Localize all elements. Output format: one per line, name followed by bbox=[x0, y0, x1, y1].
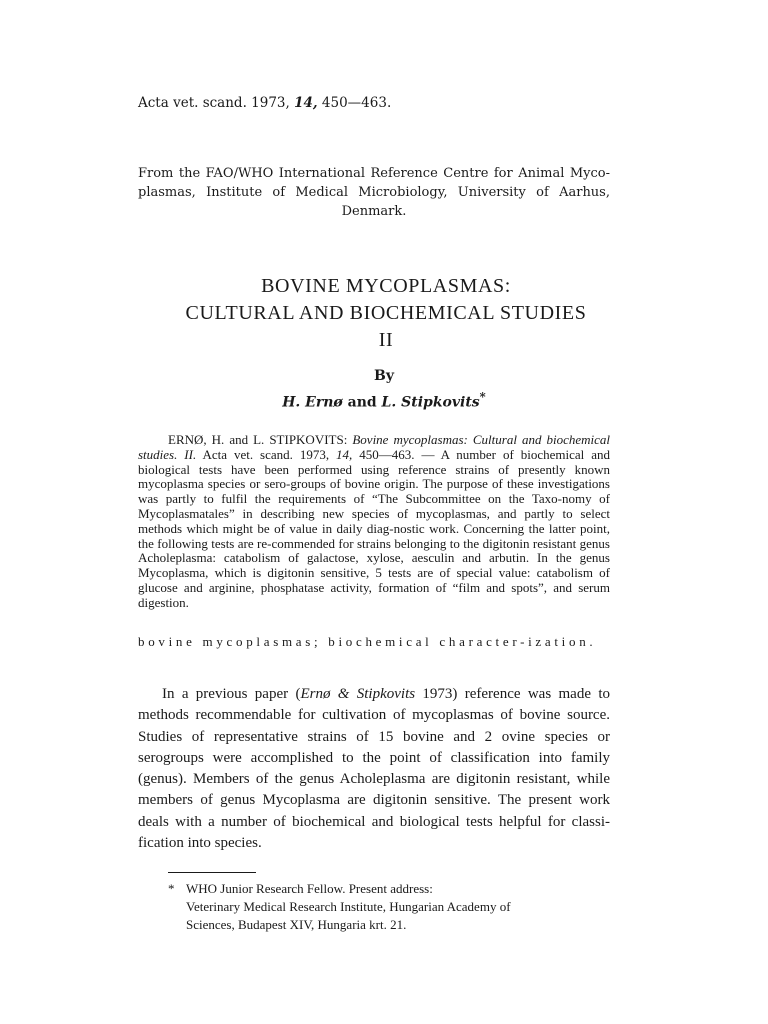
keywords: bovine mycoplasmas; biochemical character-ization. bbox=[138, 634, 597, 649]
title-line-2: CULTURAL AND BIOCHEMICAL STUDIES bbox=[185, 302, 587, 324]
authors bbox=[0, 390, 768, 411]
abstract-body: 450—463. — A number of biochemical and biological tests have been performed using reference strains of presently known mycoplasma species or sero-groups of bovine origin. The purpose of these investigations was partly to fulfil the requirements of “The Subcommittee on the Taxo-nomy of Mycoplasmatales” in describing new species of mycoplasmas, and partly to select methods which might be of value in daily diag-nostic work. Concerning the latter point, the following tests are re-commended for strains belonging to the digitonin resistant genus Acholeplasma: catabolism of galactose, xylose, aesculin and arbutin. In the genus Mycoplasma, which is digitonin sensitive, 5 tests are of special value: catabolism of glucose and arginine, phosphatase activity, formation of “film and spots”, and serum digestion. bbox=[138, 446, 610, 610]
title-line-1: BOVINE MYCOPLASMAS: bbox=[261, 275, 511, 297]
abstract-names: ERNØ, H. and L. STIPKOVITS: bbox=[168, 432, 348, 447]
citation-journal: Acta vet. scand. 1973, bbox=[138, 95, 290, 111]
author-2: L. Stipkovits bbox=[381, 394, 480, 411]
intro-start: In a previous paper ( bbox=[162, 686, 301, 702]
journal-citation bbox=[138, 95, 391, 111]
footnote-line-2: Veterinary Medical Research Institute, Hungarian Academy of bbox=[186, 899, 511, 914]
abstract-paragraph bbox=[138, 433, 610, 611]
footnote-marker: * bbox=[479, 390, 486, 404]
footnote-rule bbox=[168, 872, 256, 873]
footnote-line-1 bbox=[168, 880, 636, 898]
footnote-text-1: WHO Junior Research Fellow. Present address: bbox=[186, 881, 433, 896]
footnote-line-3: Sciences, Budapest XIV, Hungaria krt. 21. bbox=[186, 917, 407, 932]
abstract-volume: 14, bbox=[336, 446, 353, 462]
author-1: H. Ernø bbox=[282, 394, 343, 411]
abstract bbox=[138, 433, 610, 611]
affiliation: From the FAO/WHO International Reference Centre for Animal Myco-plasmas, Institute of Medical Microbiology, University of Aarhus, Denmark. bbox=[138, 166, 610, 219]
intro-paragraph bbox=[138, 684, 610, 854]
footnote bbox=[168, 880, 636, 934]
footnote-star: * bbox=[168, 881, 175, 896]
citation-volume: 14, bbox=[294, 95, 318, 111]
intro-rest: 1973) reference was made to methods recommendable for cultivation of mycoplasmas of bovine source. Studies of representative strains of 15 bovine and 2 ovine species or serogroups were accomplished to the point of classification into family (genus). Members of the genus Acholeplasma are digitonin resistant, while members of genus Mycoplasma are digitonin sensitive. The present work deals with a number of biochemical and biological tests helpful for classi-fication into species. bbox=[138, 686, 610, 852]
intro-citation: Ernø & Stipkovits bbox=[300, 686, 416, 702]
abstract-ref: Acta vet. scand. 1973, bbox=[202, 446, 330, 462]
citation-pages: 450—463. bbox=[321, 95, 392, 111]
article-title bbox=[100, 273, 672, 354]
title-line-3: II bbox=[378, 329, 394, 351]
abstract-article-title: Bovine mycoplasmas: Cultural and biochemical studies. II. bbox=[138, 432, 611, 462]
authors-and: and bbox=[347, 394, 377, 411]
byline: By bbox=[374, 368, 394, 384]
introduction bbox=[138, 684, 610, 854]
